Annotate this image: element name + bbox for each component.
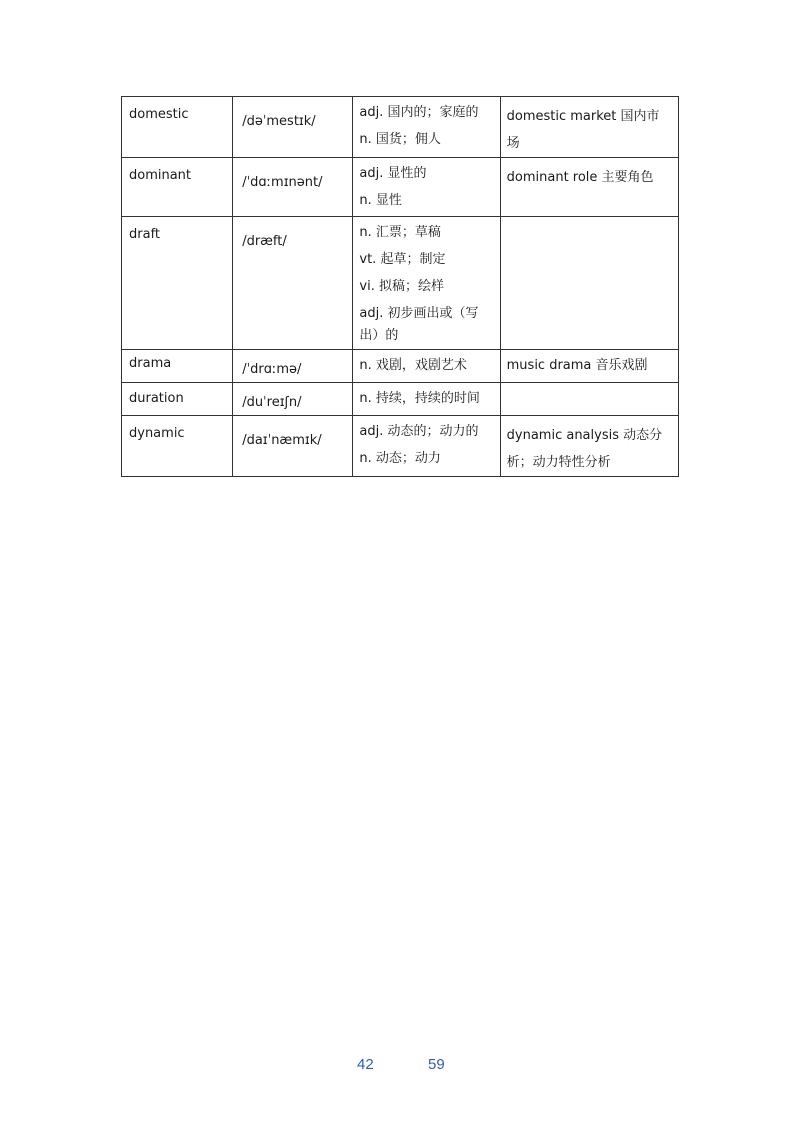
- meaning-line: adj. 显性的: [359, 166, 427, 181]
- phonetic-cell: [233, 350, 353, 383]
- phrase: domestic market 国内市场: [506, 109, 660, 151]
- word-cell: [122, 350, 233, 383]
- table-row: [122, 217, 679, 350]
- meaning-cell: [353, 217, 500, 350]
- word-cell: [122, 97, 233, 158]
- meaning-line: n. 汇票；草稿: [359, 225, 441, 240]
- meaning-cell: [353, 416, 500, 477]
- table-row: [122, 416, 679, 477]
- meaning-cell: [353, 383, 500, 416]
- total-pages-number: 59: [428, 1056, 445, 1073]
- meaning-line: n. 显性: [359, 193, 402, 208]
- meaning-cell: [353, 350, 500, 383]
- phonetic: /ˈdrɑːmə/: [242, 362, 302, 377]
- word: dominant: [129, 168, 192, 183]
- word-cell: [122, 158, 233, 217]
- phonetic: /dræft/: [242, 234, 287, 249]
- phonetic-cell: [233, 217, 353, 350]
- current-page-number: 42: [357, 1056, 374, 1073]
- phonetic: /duˈreɪʃn/: [242, 395, 302, 410]
- phrase-cell: [500, 158, 678, 217]
- page-footer: [0, 1056, 800, 1076]
- phrase: [501, 383, 678, 389]
- phrase-cell: [500, 350, 678, 383]
- phonetic: /daɪˈnæmɪk/: [242, 433, 322, 448]
- phrase: dynamic analysis 动态分析；动力特性分析: [506, 428, 663, 470]
- meaning-line: vt. 起草；制定: [359, 252, 446, 267]
- word: duration: [129, 391, 184, 406]
- phonetic-cell: [233, 416, 353, 477]
- word-cell: [122, 217, 233, 350]
- phrase-cell: [500, 217, 678, 350]
- vocabulary-table: [121, 96, 679, 477]
- phrase: music drama 音乐戏剧: [506, 358, 648, 373]
- meaning-line: vi. 拟稿；绘样: [359, 279, 444, 294]
- phonetic-cell: [233, 383, 353, 416]
- meaning-line: adj. 动态的；动力的: [359, 424, 479, 439]
- word: dynamic: [129, 426, 185, 441]
- meaning-line: adj. 初步画出或（写出）的: [359, 306, 479, 343]
- meaning-line: n. 国货；佣人: [359, 132, 441, 147]
- word: draft: [129, 227, 161, 242]
- meaning-line: n. 戏剧，戏剧艺术: [359, 358, 467, 373]
- phrase-cell: [500, 383, 678, 416]
- word: domestic: [129, 107, 189, 122]
- phrase-cell: [500, 416, 678, 477]
- word: drama: [129, 356, 172, 371]
- phrase-cell: [500, 97, 678, 158]
- meaning-line: adj. 国内的；家庭的: [359, 105, 479, 120]
- meaning-line: n. 动态；动力: [359, 451, 441, 466]
- phonetic: /dəˈmestɪk/: [242, 114, 316, 129]
- word-cell: [122, 383, 233, 416]
- table-row: [122, 383, 679, 416]
- phrase: [501, 217, 678, 223]
- phonetic: /ˈdɑːmɪnənt/: [242, 175, 323, 190]
- phonetic-cell: [233, 158, 353, 217]
- meaning-line: n. 持续，持续的时间: [359, 391, 480, 406]
- word-cell: [122, 416, 233, 477]
- table-row: [122, 97, 679, 158]
- phrase: dominant role 主要角色: [506, 170, 654, 185]
- meaning-cell: [353, 97, 500, 158]
- meaning-cell: [353, 158, 500, 217]
- phonetic-cell: [233, 97, 353, 158]
- table-row: [122, 158, 679, 217]
- table-row: [122, 350, 679, 383]
